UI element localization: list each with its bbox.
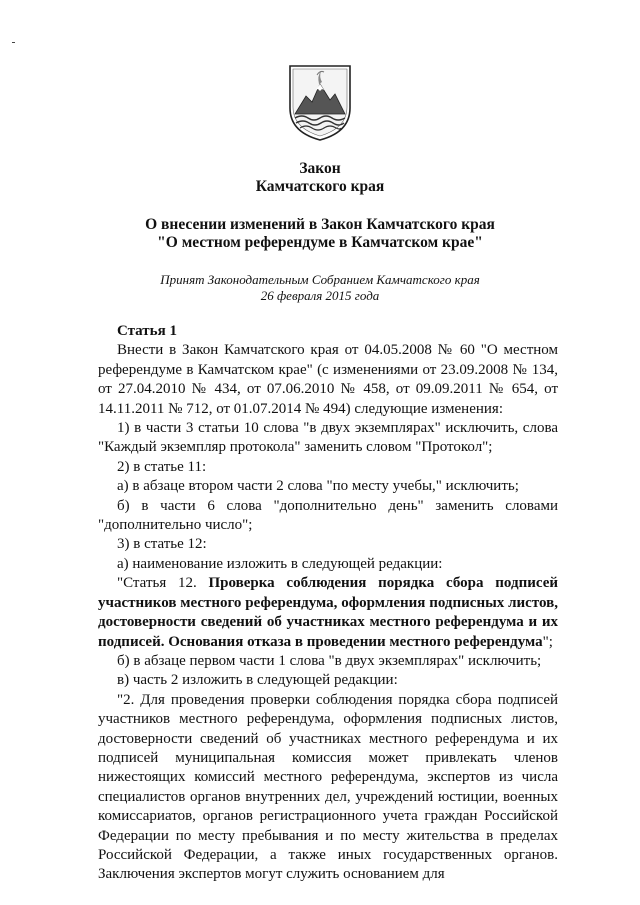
- kamchatka-coat-of-arms-icon: [286, 62, 354, 142]
- amendment-item-1: 1) в части 3 статьи 10 слова "в двух экземплярах" исключить, слова "Каждый экземпляр протокола" заменить словом "Протокол";: [98, 420, 558, 456]
- amendment-item-2: 2) в статье 11:: [117, 458, 207, 475]
- scan-mark: [12, 42, 15, 43]
- amendment-item-2a: а) в абзаце втором части 2 слова "по месту учебы," исключить;: [117, 478, 519, 495]
- part-2-text: "2. Для проведения проверки соблюдения порядка сбора подписей участников местного референдума, оформления подписных листов, достоверности сведений об участниках местного референдума и их подписей муниципальная комиссия может привлекать членов нижестоящих комиссий местного референдума, экспертов из числа специалистов органов внутренних дел, учреждений юстиции, военных комиссариатов, органов регистрационного учета граждан Российской Федерации по месту пребывания и по месту жительства в пределах Российской Федерации, а также иных государственных органов. Заключения экспертов могут служить основанием для: [98, 691, 558, 883]
- amendment-item-3b: б) в абзаце первом части 1 слова "в двух экземплярах" исключить;: [117, 652, 542, 669]
- amendment-item-2b: б) в части 6 слова "дополнительно день" заменить словами "дополнительно число";: [98, 497, 558, 534]
- article-heading: Статья 1: [117, 323, 177, 339]
- adopted-by: Принят Законодательным Собранием Камчатского края: [160, 272, 480, 287]
- article-intro: Внести в Закон Камчатского края от 04.05.2008 № 60 "О местном референдуме в Камчатском крае" (с изменениями от 23.09.2008 № 134, от 27.04.2010 № 434, от 07.06.2010 № 458, от 09.09.2011 № 654, от 14.11.2011 № 712, от 01.07.2014 № 494) следующие изменения:: [98, 342, 558, 417]
- law-header: [0, 160, 640, 304]
- quote-bold-title: Проверка соблюдения порядка сбора подписей участников местного референдума, оформления подписных листов, достоверности сведений об участниках местного референдума и их подписей. Основания отказа в проведении местного референдума: [98, 575, 558, 650]
- amendment-item-3v: в) часть 2 изложить в следующей редакции:: [117, 672, 398, 689]
- doc-region: Камчатского края: [255, 178, 385, 195]
- adopted-date: 26 февраля 2015 года: [260, 288, 380, 303]
- amendment-item-3a: а) наименование изложить в следующей редакции:: [117, 555, 443, 572]
- law-title-line1: О внесении изменений в Закон Камчатского края: [145, 216, 495, 233]
- quote-prefix: "Статья 12.: [117, 575, 209, 592]
- article-12-title-quote: [98, 574, 558, 652]
- amendment-item-3: 3) в статье 12:: [117, 536, 207, 553]
- law-title-line2: "О местном референдуме в Камчатском крае": [157, 234, 483, 251]
- article-body: [98, 322, 558, 885]
- quote-suffix: ";: [542, 633, 553, 650]
- doc-type: Закон: [299, 160, 341, 177]
